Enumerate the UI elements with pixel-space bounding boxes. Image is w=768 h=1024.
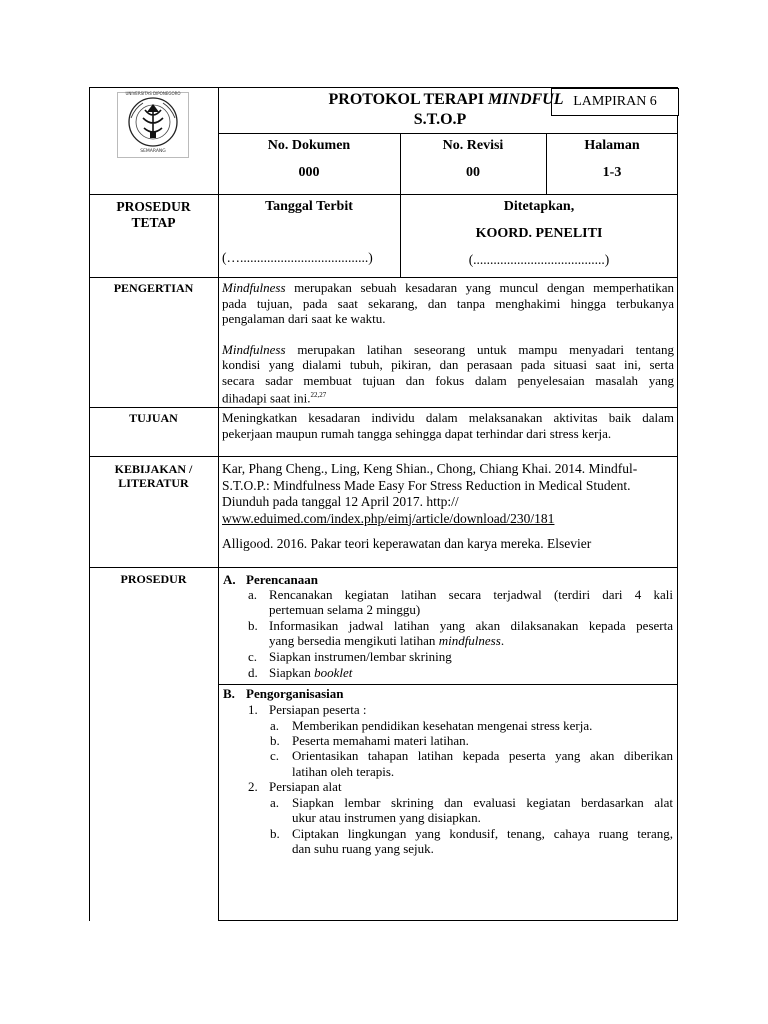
- section-b-marker: B.: [223, 686, 235, 701]
- row-separator: [218, 684, 678, 685]
- a-item-c-line-1: Siapkan instrumen/lembar skrining: [269, 649, 452, 664]
- b1-item-b-marker: b.: [270, 733, 280, 748]
- reference-1-link[interactable]: www.eduimed.com/index.php/eimj/article/download/230/181: [222, 510, 555, 526]
- a-item-d-marker: d.: [248, 665, 258, 680]
- a-item-d-text: Siapkan: [269, 665, 315, 680]
- a-item-b-marker: b.: [248, 618, 258, 633]
- header-sub-divider: [218, 133, 678, 134]
- b1-item-c-marker: c.: [270, 748, 280, 763]
- reference-2: Alligood. 2016. Pakar teori keperawatan dan karya mereka. Elsevier: [222, 536, 592, 551]
- revision-value: 00: [466, 165, 480, 180]
- pengertian-p1-line-3: pengalaman dari saat ke waktu.: [222, 311, 386, 326]
- kebijakan-label-line-1: KEBIJAKAN /: [114, 462, 193, 476]
- b1-item-a-line-1: Memberikan pendidikan kesehatan mengenai stress kerja.: [292, 718, 593, 733]
- b1-item-b-line-1: Peserta memahami materi latihan.: [292, 733, 469, 748]
- b1-item-a-marker: a.: [270, 718, 280, 733]
- a-item-b-line-2-text: yang bersedia mengikuti latihan: [269, 633, 439, 648]
- pengertian-p2-line-3: secara sadar membuat tujuan dan fokus dalam penyelesaian masalah yang: [222, 372, 674, 388]
- a-item-d-line-1: [269, 665, 673, 681]
- b2-item-a-line-1: Siapkan lembar skrining dan evaluasi kegiatan berdasarkan alat: [292, 795, 673, 810]
- a-item-b-line-2: [269, 633, 673, 649]
- approved-signature: (.......................................): [468, 252, 610, 267]
- pengertian-p1-term: Mindfulness: [222, 280, 286, 295]
- row-separator: [89, 456, 678, 457]
- reference-1-line-2: S.T.O.P.: Mindfulness Made Easy For Stress Reduction in Medical Student.: [222, 477, 631, 493]
- a-item-d-italic: booklet: [314, 665, 353, 680]
- row-separator: [89, 277, 678, 278]
- pengertian-p1-line-1: [222, 280, 674, 296]
- attachment-label-text: LAMPIRAN 6: [573, 94, 657, 109]
- pengertian-body: [222, 280, 674, 406]
- pengertian-p2-line-1: [222, 342, 674, 358]
- issue-date-label: Tanggal Terbit: [265, 199, 353, 214]
- pengertian-p2-term: Mindfulness: [222, 341, 286, 357]
- doc-number-label: No. Dokumen: [267, 138, 351, 153]
- b2-item-a-marker: a.: [270, 795, 280, 810]
- pengertian-p2-line-4: [222, 388, 674, 406]
- pengertian-label: PENGERTIAN: [113, 281, 194, 295]
- logo-text-top: UNIVERSITAS DIPONEGORO: [125, 91, 181, 96]
- a-item-a-line-1: Rencanakan kegiatan latihan secara terjadwal (terdiri dari 4 kali: [269, 587, 673, 602]
- sop-label-line-2: TETAP: [131, 215, 176, 230]
- section-b-title: Pengorganisasian: [246, 686, 344, 701]
- table-border-bottom-partial: [218, 920, 678, 921]
- b-sub1-marker: 1.: [248, 702, 258, 717]
- row-separator: [89, 567, 678, 568]
- reference-1-line-3: Diunduh pada tanggal 12 April 2017. http://: [222, 494, 459, 509]
- pengertian-p2-end: dihadapi saat ini.: [222, 390, 311, 406]
- tujuan-body: [222, 410, 674, 441]
- b2-item-a-line-2: ukur atau instrumen yang disiapkan.: [292, 810, 481, 825]
- title-italic: MINDFUL: [487, 91, 564, 108]
- prosedur-label: PROSEDUR: [120, 572, 187, 586]
- pengertian-p1-text: merupakan sebuah kesadaran yang muncul dengan memperhatikan: [285, 280, 674, 295]
- logo-text-bottom: SEMARANG: [140, 149, 166, 154]
- b1-item-c-line-1: Orientasikan tahapan latihan kepada peserta yang akan diberikan: [292, 748, 673, 763]
- a-item-a-marker: a.: [248, 587, 258, 602]
- a-item-c-marker: c.: [248, 649, 258, 664]
- doc-number-cell: [218, 138, 400, 181]
- pengertian-p1-line-2: pada tujuan, pada saat sekarang, dan tanpa menghakimi hingga terbukanya: [222, 295, 674, 311]
- title-prefix: PROTOKOL TERAPI: [328, 91, 488, 108]
- pengertian-p2-line-2: kondisi yang dialami tubuh, pikiran, dan perasaan pada situasi saat ini, serta: [222, 357, 674, 372]
- document-title: [230, 90, 670, 130]
- b2-item-b-line-2: dan suhu ruang yang sejuk.: [292, 841, 434, 856]
- approved-label: Ditetapkan,: [503, 199, 575, 214]
- a-item-b-line-1: Informasikan jadwal latihan yang akan dilaksanakan kepada peserta: [269, 618, 673, 633]
- a-item-b-line-2-italic: mindfulness: [438, 633, 501, 648]
- pengertian-reference: 22,27: [310, 391, 327, 399]
- b2-item-b-line-1: Ciptakan lingkungan yang kondusif, tenang, cahaya ruang terang,: [292, 826, 673, 841]
- page-value: 1-3: [602, 165, 622, 180]
- kebijakan-body: [222, 461, 674, 553]
- reference-1-line-1: Kar, Phang Cheng., Ling, Keng Shian., Chong, Chiang Khai. 2014. Mindful-: [222, 461, 638, 476]
- kebijakan-label: [89, 462, 218, 490]
- kebijakan-label-line-2: LITERATUR: [118, 476, 189, 490]
- a-item-b-line-2-end: .: [500, 633, 505, 648]
- a-item-a-line-2: pertemuan selama 2 minggu): [269, 602, 421, 617]
- sop-label-line-1: PROSEDUR: [116, 199, 191, 214]
- b-sub1-title: Persiapan peserta :: [269, 702, 367, 717]
- approved-role: KOORD. PENELITI: [475, 226, 603, 241]
- page-cell: [546, 138, 678, 181]
- revision-label: No. Revisi: [442, 138, 504, 153]
- section-a-marker: A.: [223, 572, 236, 587]
- university-logo: [117, 92, 189, 158]
- row-separator: [89, 407, 678, 408]
- tujuan-label: TUJUAN: [129, 411, 178, 425]
- title-line-2: S.T.O.P: [413, 111, 467, 128]
- sop-label: [89, 199, 218, 231]
- section-a-title: Perencanaan: [246, 572, 318, 587]
- title-line-1: [226, 90, 666, 110]
- b2-item-b-marker: b.: [270, 826, 280, 841]
- revision-cell: [400, 138, 546, 181]
- doc-number-value: 000: [298, 165, 320, 180]
- pengertian-p2-text: merupakan latihan seseorang untuk mampu menyadari tentang: [285, 341, 674, 357]
- b-sub2-title: Persiapan alat: [269, 779, 342, 794]
- tujuan-line-1: Meningkatkan kesadaran individu dalam melaksanakan aktivitas baik dalam: [222, 410, 674, 425]
- b1-item-c-line-2: latihan oleh terapis.: [292, 764, 395, 779]
- tujuan-line-2: pekerjaan maupun rumah tangga sehingga dapat terhindar dari stress kerja.: [222, 425, 612, 441]
- issue-date-signature: (…......................................): [222, 250, 373, 265]
- page-label: Halaman: [584, 138, 640, 153]
- row-separator: [89, 194, 678, 195]
- b-sub2-marker: 2.: [248, 779, 258, 794]
